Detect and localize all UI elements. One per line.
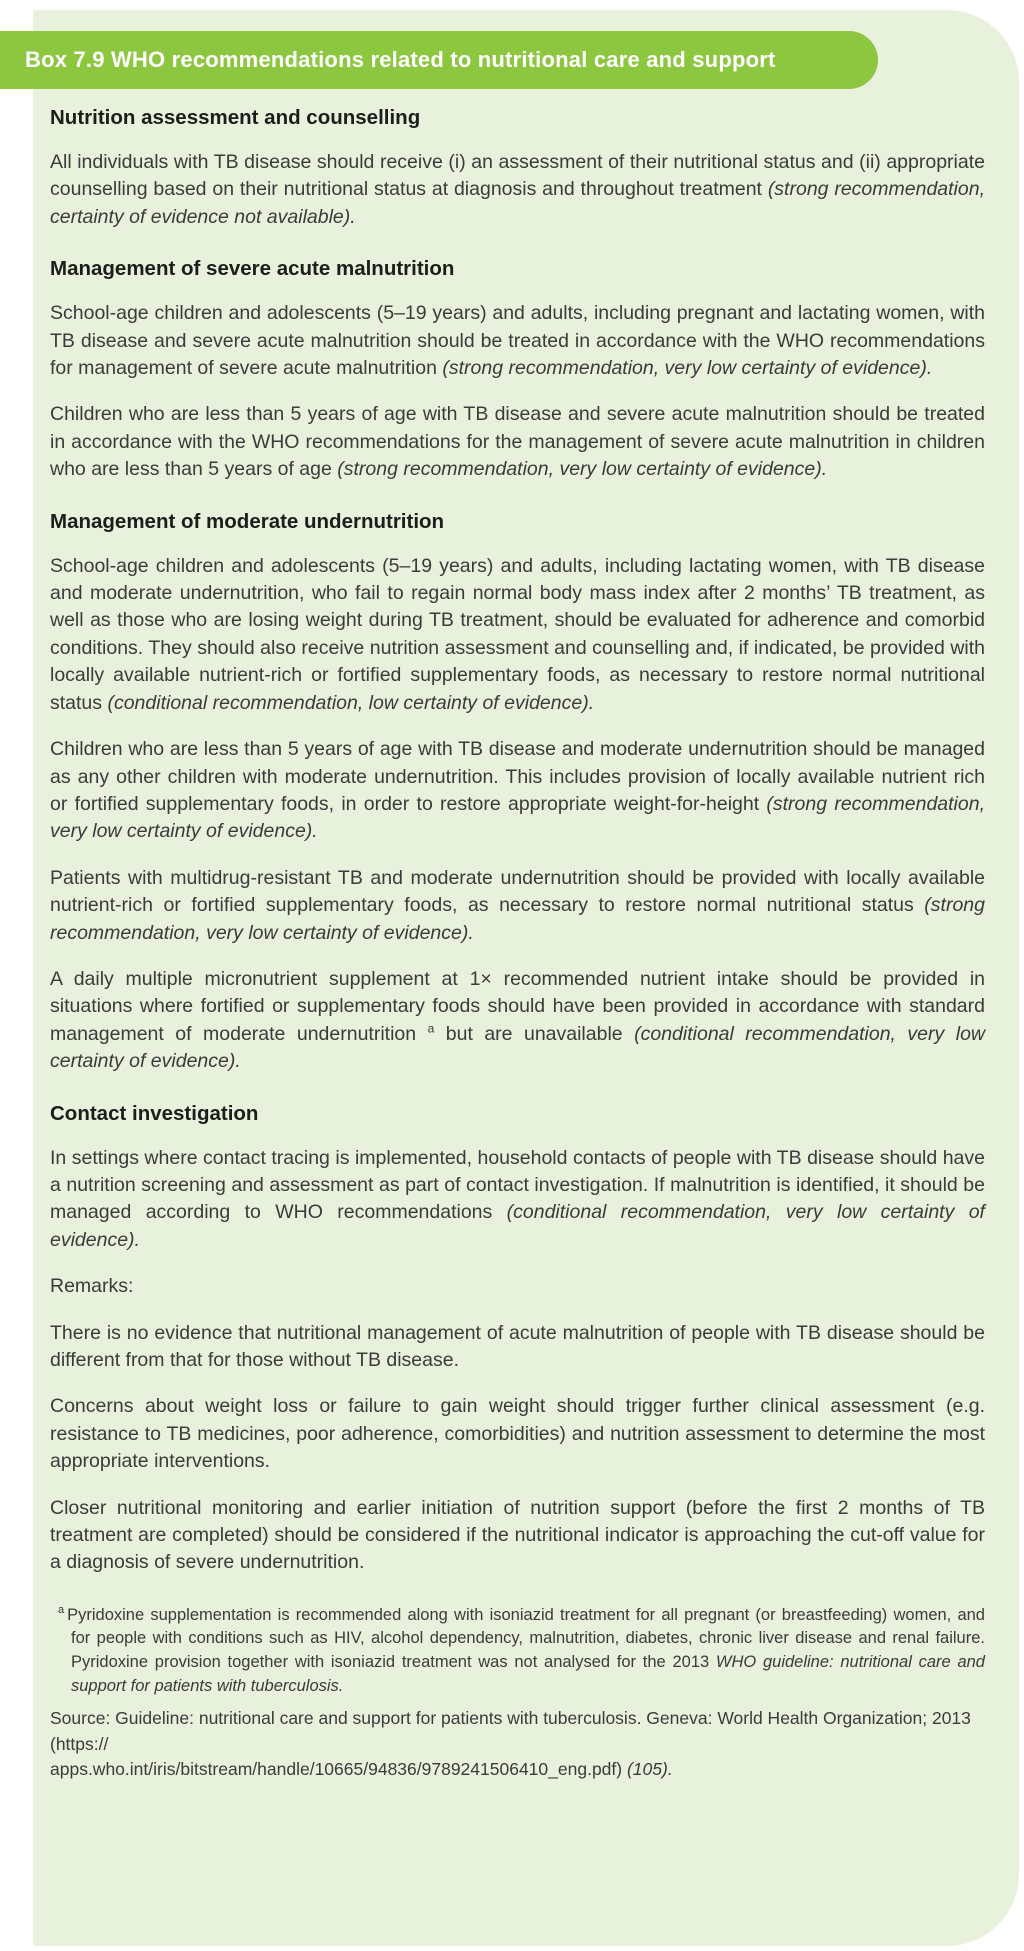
paragraph-remark-3: Closer nutritional monitoring and earlier initiation of nutrition support (before the first 2 months of TB treatment are completed) should be considered if the nutritional indicator is approaching the cut-off value for a diagnosis of severe undernutrition. [50,1496,985,1574]
paragraph-text: but are unavailable [434,1022,635,1045]
recommendation-strength: (conditional recommendation, very low certainty of evidence). [50,1201,985,1251]
source-reference-number: (105). [626,1759,673,1780]
recommendation-strength: (strong recommendation, very low certainty of evidence). [50,792,985,843]
recommendation-strength: (conditional recommendation, very low certainty of evidence). [50,1022,985,1073]
recommendation-strength: (strong recommendation, very low certainty of evidence). [337,458,828,481]
section-heading-moderate-undernutrition: Management of moderate undernutrition [50,509,445,533]
recommendation-strength: (strong recommendation, very low certainty of evidence). [442,357,933,380]
paragraph-remark-2: Concerns about weight loss or failure to gain weight should trigger further clinical assessment (e.g. resistance to TB medicines, poor adherence, comorbidities) and nutrition assessment to determine the most appropriate interventions. [50,1395,985,1473]
footnote-guideline-title: WHO guideline: nutritional care and support for patients with tuberculosis. [71,1653,985,1695]
paragraph-text: Patients with multidrug-resistant TB and moderate undernutrition should be provided with locally available nutrient-rich or fortified supplementary foods, as necessary to restore normal nutritional status [50,866,985,917]
box-title: Box 7.9 WHO recommendations related to nutritional care and support [25,47,776,72]
paragraph-assessment [50,149,985,231]
paragraph-mdr-tb [50,865,985,947]
paragraph-text: In settings where contact tracing is implemented, household contacts of people with TB disease should have a nutrition screening and assessment as part of contact investigation. If malnutrition is identified, it should be managed according to WHO recommendations [50,1146,985,1224]
paragraph-text: Children who are less than 5 years of age with TB disease and moderate undernutrition should be managed as any other children with moderate undernutrition. This includes provision of locally available nutrient rich or fortified supplementary foods, in order to restore appropriate weight-for-height [50,738,985,815]
paragraph-sam-under5 [50,401,985,483]
paragraph-text: School-age children and adolescents (5–19 years) and adults, including pregnant and lactating women, with TB disease and severe acute malnutrition should be treated in accordance with the WHO recommendations for management of severe acute malnutrition [50,302,985,380]
paragraph-text: A daily multiple micronutrient supplement at 1× recommended nutrient intake should be provided in situations where fortified or supplementary foods should have been provided in accordance with standard management of moderate undernutrition [50,967,985,1045]
footnote-marker-ref: a [427,1021,435,1036]
paragraph-text: All individuals with TB disease should receive (i) an assessment of their nutritional status and (ii) appropriate counselling based on their nutritional status at diagnosis and throughout treatment [50,151,985,201]
paragraph-moderate-older [50,553,985,717]
source-url: apps.who.int/iris/bitstream/handle/10665/94836/9789241506410_eng.pdf) [50,1759,627,1780]
source-line [50,1706,985,1783]
paragraph-sam-older [50,300,985,382]
paragraph-micronutrient [50,966,985,1076]
section-heading-nutrition-assessment: Nutrition assessment and counselling [50,106,421,129]
paragraph-contact-investigation [50,1145,985,1255]
paragraph-text: School-age children and adolescents (5–19 years) and adults, including lactating women, with TB disease and moderate undernutrition, who fail to regain normal body mass index after 2 months’ TB treatment, as well as those who are losing weight during TB treatment, should be evaluated for adherence and comorbid conditions. They should also receive nutrition assessment and counselling and, if indicated, be provided with locally available nutrient-rich or fortified supplementary foods, as necessary to restore normal nutritional status [50,554,985,714]
paragraph-moderate-under5 [50,736,985,846]
box-7-9 [33,10,1019,1946]
footnote-text: Pyridoxine supplementation is recommended along with isoniazid treatment for all pregnant (or breastfeeding) women, and for people with conditions such as HIV, alcohol dependency, malnutrition, diabetes, chronic liver disease and renal failure. Pyridoxine provision together with isoniazid treatment was not analysed for the 2013 [67,1605,985,1672]
source-text: Source: Guideline: nutritional care and support for patients with tuberculosis. Geneva: World Health Organization; 2013 (https:// [50,1708,971,1754]
recommendation-strength: (strong recommendation, very low certainty of evidence). [50,894,985,944]
section-heading-contact-investigation: Contact investigation [50,1101,259,1125]
paragraph-remark-1: There is no evidence that nutritional management of acute malnutrition of people with TB disease should be different from that for those without TB disease. [50,1321,985,1371]
recommendation-strength: (conditional recommendation, low certainty of evidence). [107,691,595,714]
recommendation-strength: (strong recommendation, certainty of evidence not available). [50,178,985,228]
remarks-label: Remarks: [50,1275,134,1298]
section-heading-severe-acute-malnutrition: Management of severe acute malnutrition [50,257,455,281]
box-title-band [0,31,878,89]
footnote-marker: a [58,1604,65,1617]
paragraph-text: Children who are less than 5 years of age with TB disease and severe acute malnutrition should be treated in accordance with the WHO recommendations for the management of severe acute malnutrition in children who are less than 5 years of age [50,403,985,481]
footnote [50,1604,985,1698]
